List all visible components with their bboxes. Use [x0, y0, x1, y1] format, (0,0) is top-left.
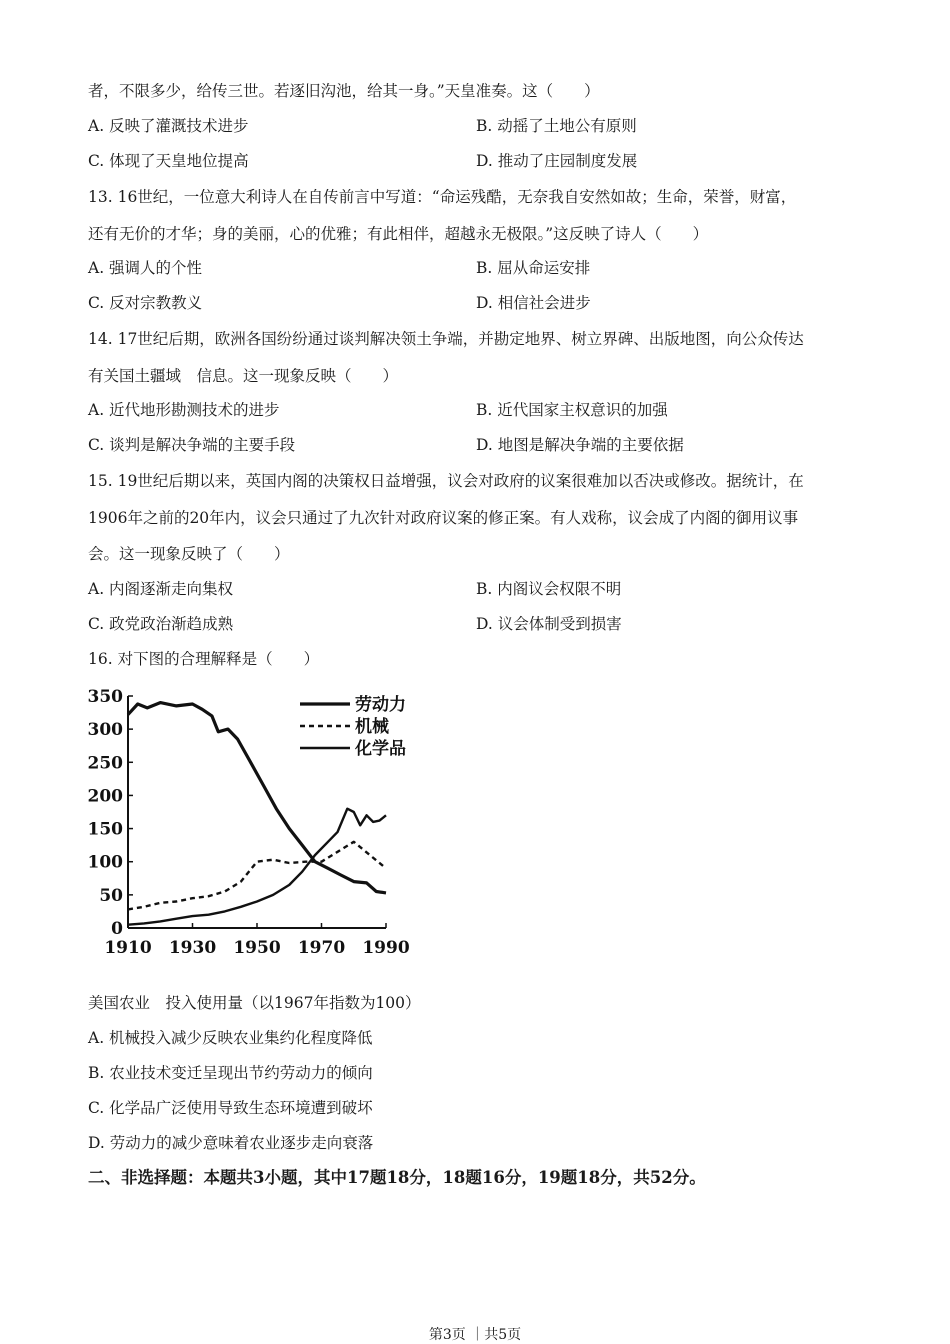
q15-stem-line-3: 会。这一现象反映了（ ） [88, 545, 290, 563]
agri-input-chart [88, 680, 428, 965]
q16-option-b: B. 农业技术变迁呈现出节约劳动力的倾向 [88, 1064, 373, 1082]
q14-option-c: C. 谈判是解决争端的主要手段 [88, 436, 296, 454]
y-tick-label: 0 [111, 919, 123, 939]
q12-option-c: C. 体现了天皇地位提高 [88, 152, 249, 170]
section-2-heading: 二、非选择题：本题共3小题，其中17题18分，18题16分，19题18分，共52分。 [88, 1168, 706, 1187]
q13-stem-line-2: 还有无价的才华；身的美丽，心的优雅；有此相伴，超越永无极限。”这反映了诗人（ ） [88, 225, 709, 243]
q16-option-a: A. 机械投入减少反映农业集约化程度降低 [88, 1029, 373, 1047]
q13-stem-line-1: 13. 16世纪，一位意大利诗人在自传前言中写道：“命运残酷，无奈我自安然如故；生命，荣誉，财富， [88, 188, 797, 206]
y-tick-label: 50 [99, 885, 123, 906]
q12-option-b: B. 动摇了土地公有原则 [476, 117, 637, 135]
chart-series [128, 703, 386, 925]
y-tick-label: 250 [88, 753, 123, 774]
x-tick-label: 1910 [104, 938, 152, 958]
q13-option-b: B. 屈从命运安排 [476, 259, 591, 277]
y-tick-label: 350 [88, 687, 123, 707]
y-tick-label: 100 [88, 852, 123, 873]
page-footer: 第3页 ｜共5页 [428, 1327, 522, 1343]
q15-option-c: C. 政党政治渐趋成熟 [88, 615, 234, 633]
series-line-2 [128, 842, 386, 910]
series-line-3 [128, 809, 386, 925]
x-tick-label: 1990 [362, 938, 410, 958]
q15-stem-line-2: 1906年之前的20年内，议会只通过了九次针对政府议案的修正案。有人戏称，议会成了内阁的御用议事 [88, 509, 799, 527]
q15-option-a: A. 内阁逐渐走向集权 [88, 580, 234, 598]
q16-stem: 16. 对下图的合理解释是（ ） [88, 650, 320, 668]
q16-option-d: D. 劳动力的减少意味着农业逐步走向衰落 [88, 1134, 374, 1152]
x-tick-label: 1950 [233, 938, 281, 958]
y-tick-label: 150 [88, 819, 123, 840]
q13-option-a: A. 强调人的个性 [88, 259, 203, 277]
q16-option-c: C. 化学品广泛使用导致生态环境遭到破坏 [88, 1099, 373, 1117]
q15-option-d: D. 议会体制受到损害 [476, 615, 622, 633]
q14-option-a: A. 近代地形勘测技术的进步 [88, 401, 280, 419]
q13-option-c: C. 反对宗教教义 [88, 294, 203, 312]
x-tick-label: 1970 [297, 938, 346, 958]
q12-stem-tail: 者，不限多少，给传三世。若逐旧沟池，给其一身。”天皇准奏。这（ ） [88, 82, 600, 100]
chart-legend [300, 694, 406, 759]
q12-option-a: A. 反映了灌溉技术进步 [88, 117, 249, 135]
legend-label-2: 机械 [355, 717, 389, 737]
y-tick-label: 200 [88, 786, 123, 807]
legend-label-3: 化学品 [355, 739, 406, 759]
q14-stem-line-1: 14. 17世纪后期，欧洲各国纷纷通过谈判解决领土争端，并勘定地界、树立界碑、出版地图，向公众传达 [88, 330, 804, 348]
q14-stem-line-2: 有关国土疆域 信息。这一现象反映（ ） [88, 367, 399, 385]
x-tick-label: 1930 [168, 938, 217, 958]
q14-option-b: B. 近代国家主权意识的加强 [476, 401, 668, 419]
y-tick-label: 300 [88, 720, 123, 741]
series-line-1 [128, 703, 386, 893]
q13-option-d: D. 相信社会进步 [476, 294, 591, 312]
chart-axes [128, 696, 386, 928]
q14-option-d: D. 地图是解决争端的主要依据 [476, 436, 684, 454]
q15-stem-line-1: 15. 19世纪后期以来，英国内阁的决策权日益增强，议会对政府的议案很难加以否决或修改。据统计，在 [88, 472, 804, 490]
legend-label-1: 劳动力 [355, 695, 406, 715]
q12-option-d: D. 推动了庄园制度发展 [476, 152, 638, 170]
q15-option-b: B. 内阁议会权限不明 [476, 580, 622, 598]
q16-caption: 美国农业 投入使用量（以1967年指数为100） [88, 994, 421, 1012]
